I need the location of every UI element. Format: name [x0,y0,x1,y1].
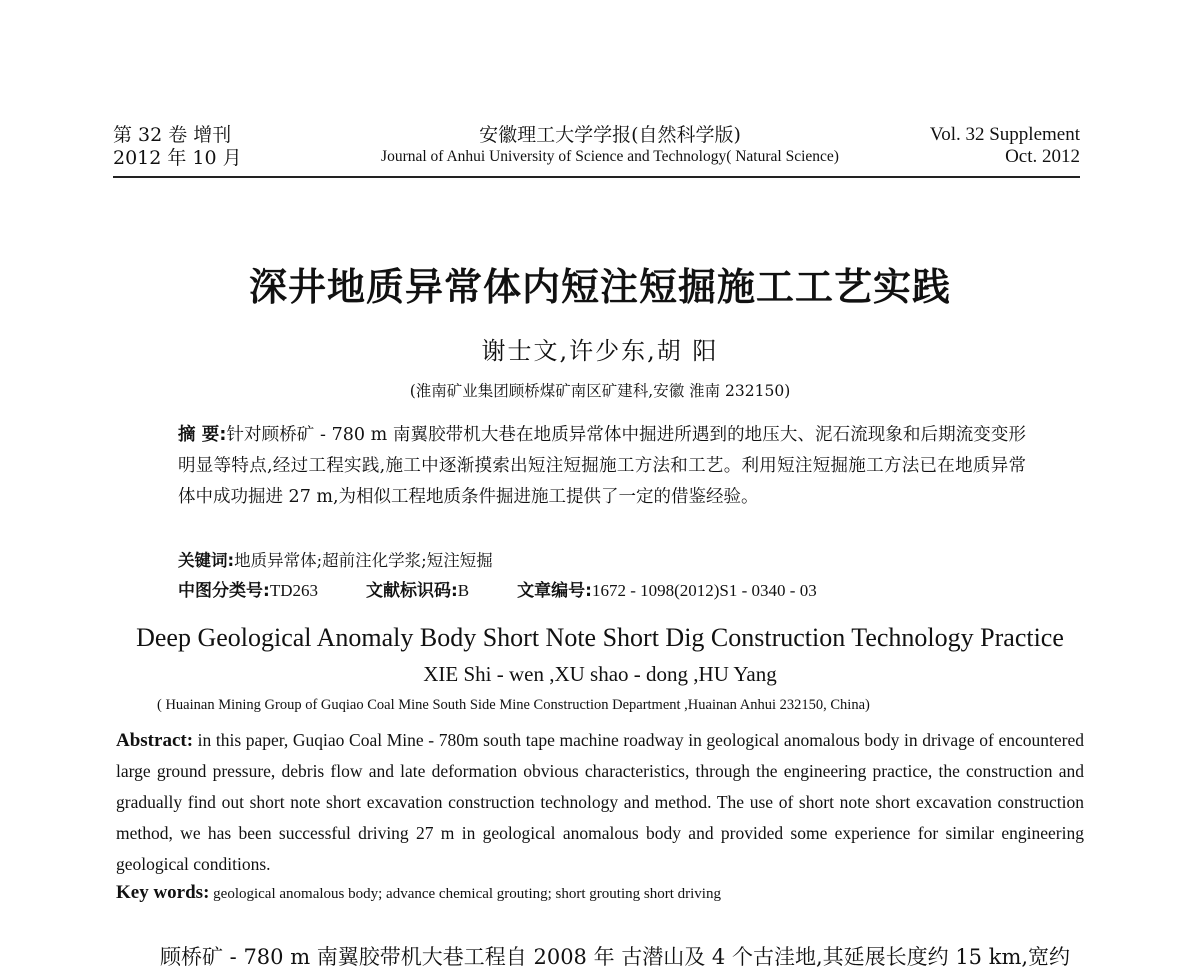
volume-info-en [930,124,1080,168]
abstract-cn-label: 摘 要: [178,425,227,445]
abstract-en-text: in this paper, Guqiao Coal Mine - 780m south tape machine roadway in geological anomalous body in drivage of encountered large ground pressure, debris flow and late deformation obvious characteristics, through the engineering practice, the construction and gradually find out short note short excavation construction technology and method. The use of short note short excavation construction method, we has been successful driving 27 m in geological anomalous body and provided some experience for similar engineering geological conditions. [116,730,1084,874]
doc-code-label: 文献标识码: [365,581,458,601]
article-number [517,576,817,601]
affiliation-en: ( Huainan Mining Group of Guqiao Coal Mine South Side Mine Construction Department ,Huainan Anhui 232150, China) [157,697,870,713]
keywords-en-text: geological anomalous body; advance chemical grouting; short grouting short driving [209,886,721,902]
article-no-label: 文章编号: [517,581,592,601]
abstract-cn-text: 针对顾桥矿 - 780 m 南翼胶带机大巷在地质异常体中掘进所遇到的地压大、泥石流现象和后期流变变形明显等特点,经过工程实践,施工中逐渐摸索出短注短掘施工方法和工艺。利用短注短掘施工方法已在地质异常体中成功掘进 27 m,为相似工程地质条件掘进施工提供了一定的借鉴经验。 [178,425,1026,507]
volume-cn: 第 32 卷 增刊 [113,124,232,146]
body-text-first-line: 顾桥矿 - 780 m 南翼胶带机大巷工程自 2008 年 古潜山及 4 个古洼地,其延展长度约 15 km,宽约 [160,945,1071,969]
article-title-cn: 深井地质异常体内短注短掘施工工艺实践 [248,265,951,309]
affiliation-cn: (淮南矿业集团顾桥煤矿南区矿建科,安徽 淮南 232150) [409,382,791,400]
journal-name [300,124,920,167]
clc-value: TD263 [269,581,318,600]
keywords-cn-text: 地质异常体;超前注化学浆;短注短掘 [234,551,493,570]
authors-en: XIE Shi - wen ,XU shao - dong ,HU Yang [423,662,777,686]
date-cn: 2012 年 10 月 [113,147,242,169]
abstract-en [116,725,1084,880]
date-en: Oct. 2012 [1005,146,1080,167]
doc-code-value: B [457,581,470,600]
journal-name-cn: 安徽理工大学学报(自然科学版) [479,124,741,146]
volume-en: Vol. 32 Supplement [929,124,1080,145]
keywords-en-label: Key words: [116,882,210,903]
volume-info-cn [113,124,242,170]
authors-cn: 谢士文,许少东,胡 阳 [481,337,719,365]
header-divider [113,176,1080,178]
abstract-cn [178,420,1026,513]
keywords-cn [178,547,493,571]
abstract-en-label: Abstract: [116,730,194,751]
keywords-cn-label: 关键词: [178,551,235,570]
document-code [366,576,469,601]
journal-name-en: Journal of Anhui University of Science and Technology( Natural Science) [381,148,839,165]
clc-number [178,576,318,601]
article-no-value: 1672 - 1098(2012)S1 - 0340 - 03 [591,581,817,600]
article-title-en: Deep Geological Anomaly Body Short Note Short Dig Construction Technology Practice [136,623,1064,652]
classification-line [178,576,817,601]
keywords-en [116,882,721,904]
clc-label: 中图分类号: [178,581,270,601]
